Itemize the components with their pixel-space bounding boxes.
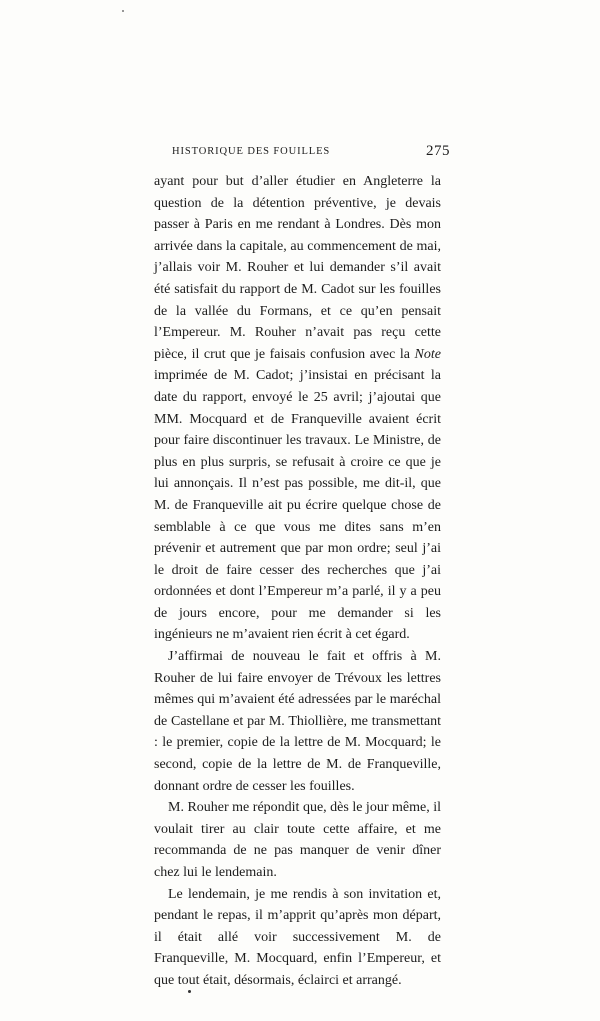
paragraph-3: M. Rouher me répondit que, dès le jour même, il voulait tirer au clair toute cette affaire, et me recommanda de ne pas manquer de venir dîner chez lui le lendemain.: [154, 800, 441, 880]
paragraph-4: Le lendemain, je me rendis à son invitation et, pendant le repas, il m’apprit qu’après mon départ, il était allé voir successivement M. de Franqueville, M. Mocquard, enfin l’Empereur, et que tout était, désormais, éclairci et arrangé.: [154, 886, 441, 988]
paragraph-2: J’affirmai de nouveau le fait et offris à M. Rouher de lui faire envoyer de Trévoux les lettres mêmes qui m’avaient été adressées par le maréchal de Castellane et par M. Thiollière, me transmettant : le premier, copie de la lettre de M. Mocquard; le second, copie de la lettre de M. de Franqueville, donnant ordre de cesser les fouilles.: [154, 649, 441, 794]
italic-word: Note: [414, 346, 441, 362]
running-head: [150, 143, 450, 166]
speck-mark: [122, 10, 124, 12]
running-title: HISTORIQUE DES FOUILLES: [172, 146, 331, 157]
ink-dot: [188, 990, 191, 993]
paragraph-1: ayant pour but d’aller étudier en Angleterre la question de la détention préventive, je devais passer à Paris en me rendant à Londres. Dès mon arrivée dans la capitale, au commencement de mai, j’allais voir M. Rouher et lui demander s’il avait été satisfait du rapport de M. Cadot sur les fouilles de la vallée du Formans, et ce qu’en pensait l’Empereur. M. Rouher n’avait pas reçu cette pièce, il crut que je faisais confusion avec la Note imprimée de M. Cadot; j’insistai en précisant la date du rapport, envoyé le 25 avril; j’ajoutai que MM. Mocquard et de Franqueville avaient écrit pour faire discontinuer les travaux. Le Ministre, de plus en plus surpris, se refusait à croire ce que je lui annonçais. Il n’est pas possible, me dit-il, que M. de Franqueville ait pu écrire quelque chose de semblable à ce que vous me dites sans m’en prévenir et autrement que par mon ordre; seul j’ai le droit de faire cesser des recherches que j’ai ordonnées et dont l’Empereur m’a parlé, il y a peu de jours encore, pour me demander si les ingénieurs ne m’avaient rien écrit à cet égard.: [154, 174, 441, 643]
body-text: [154, 171, 441, 992]
page-number: 275: [426, 143, 450, 159]
